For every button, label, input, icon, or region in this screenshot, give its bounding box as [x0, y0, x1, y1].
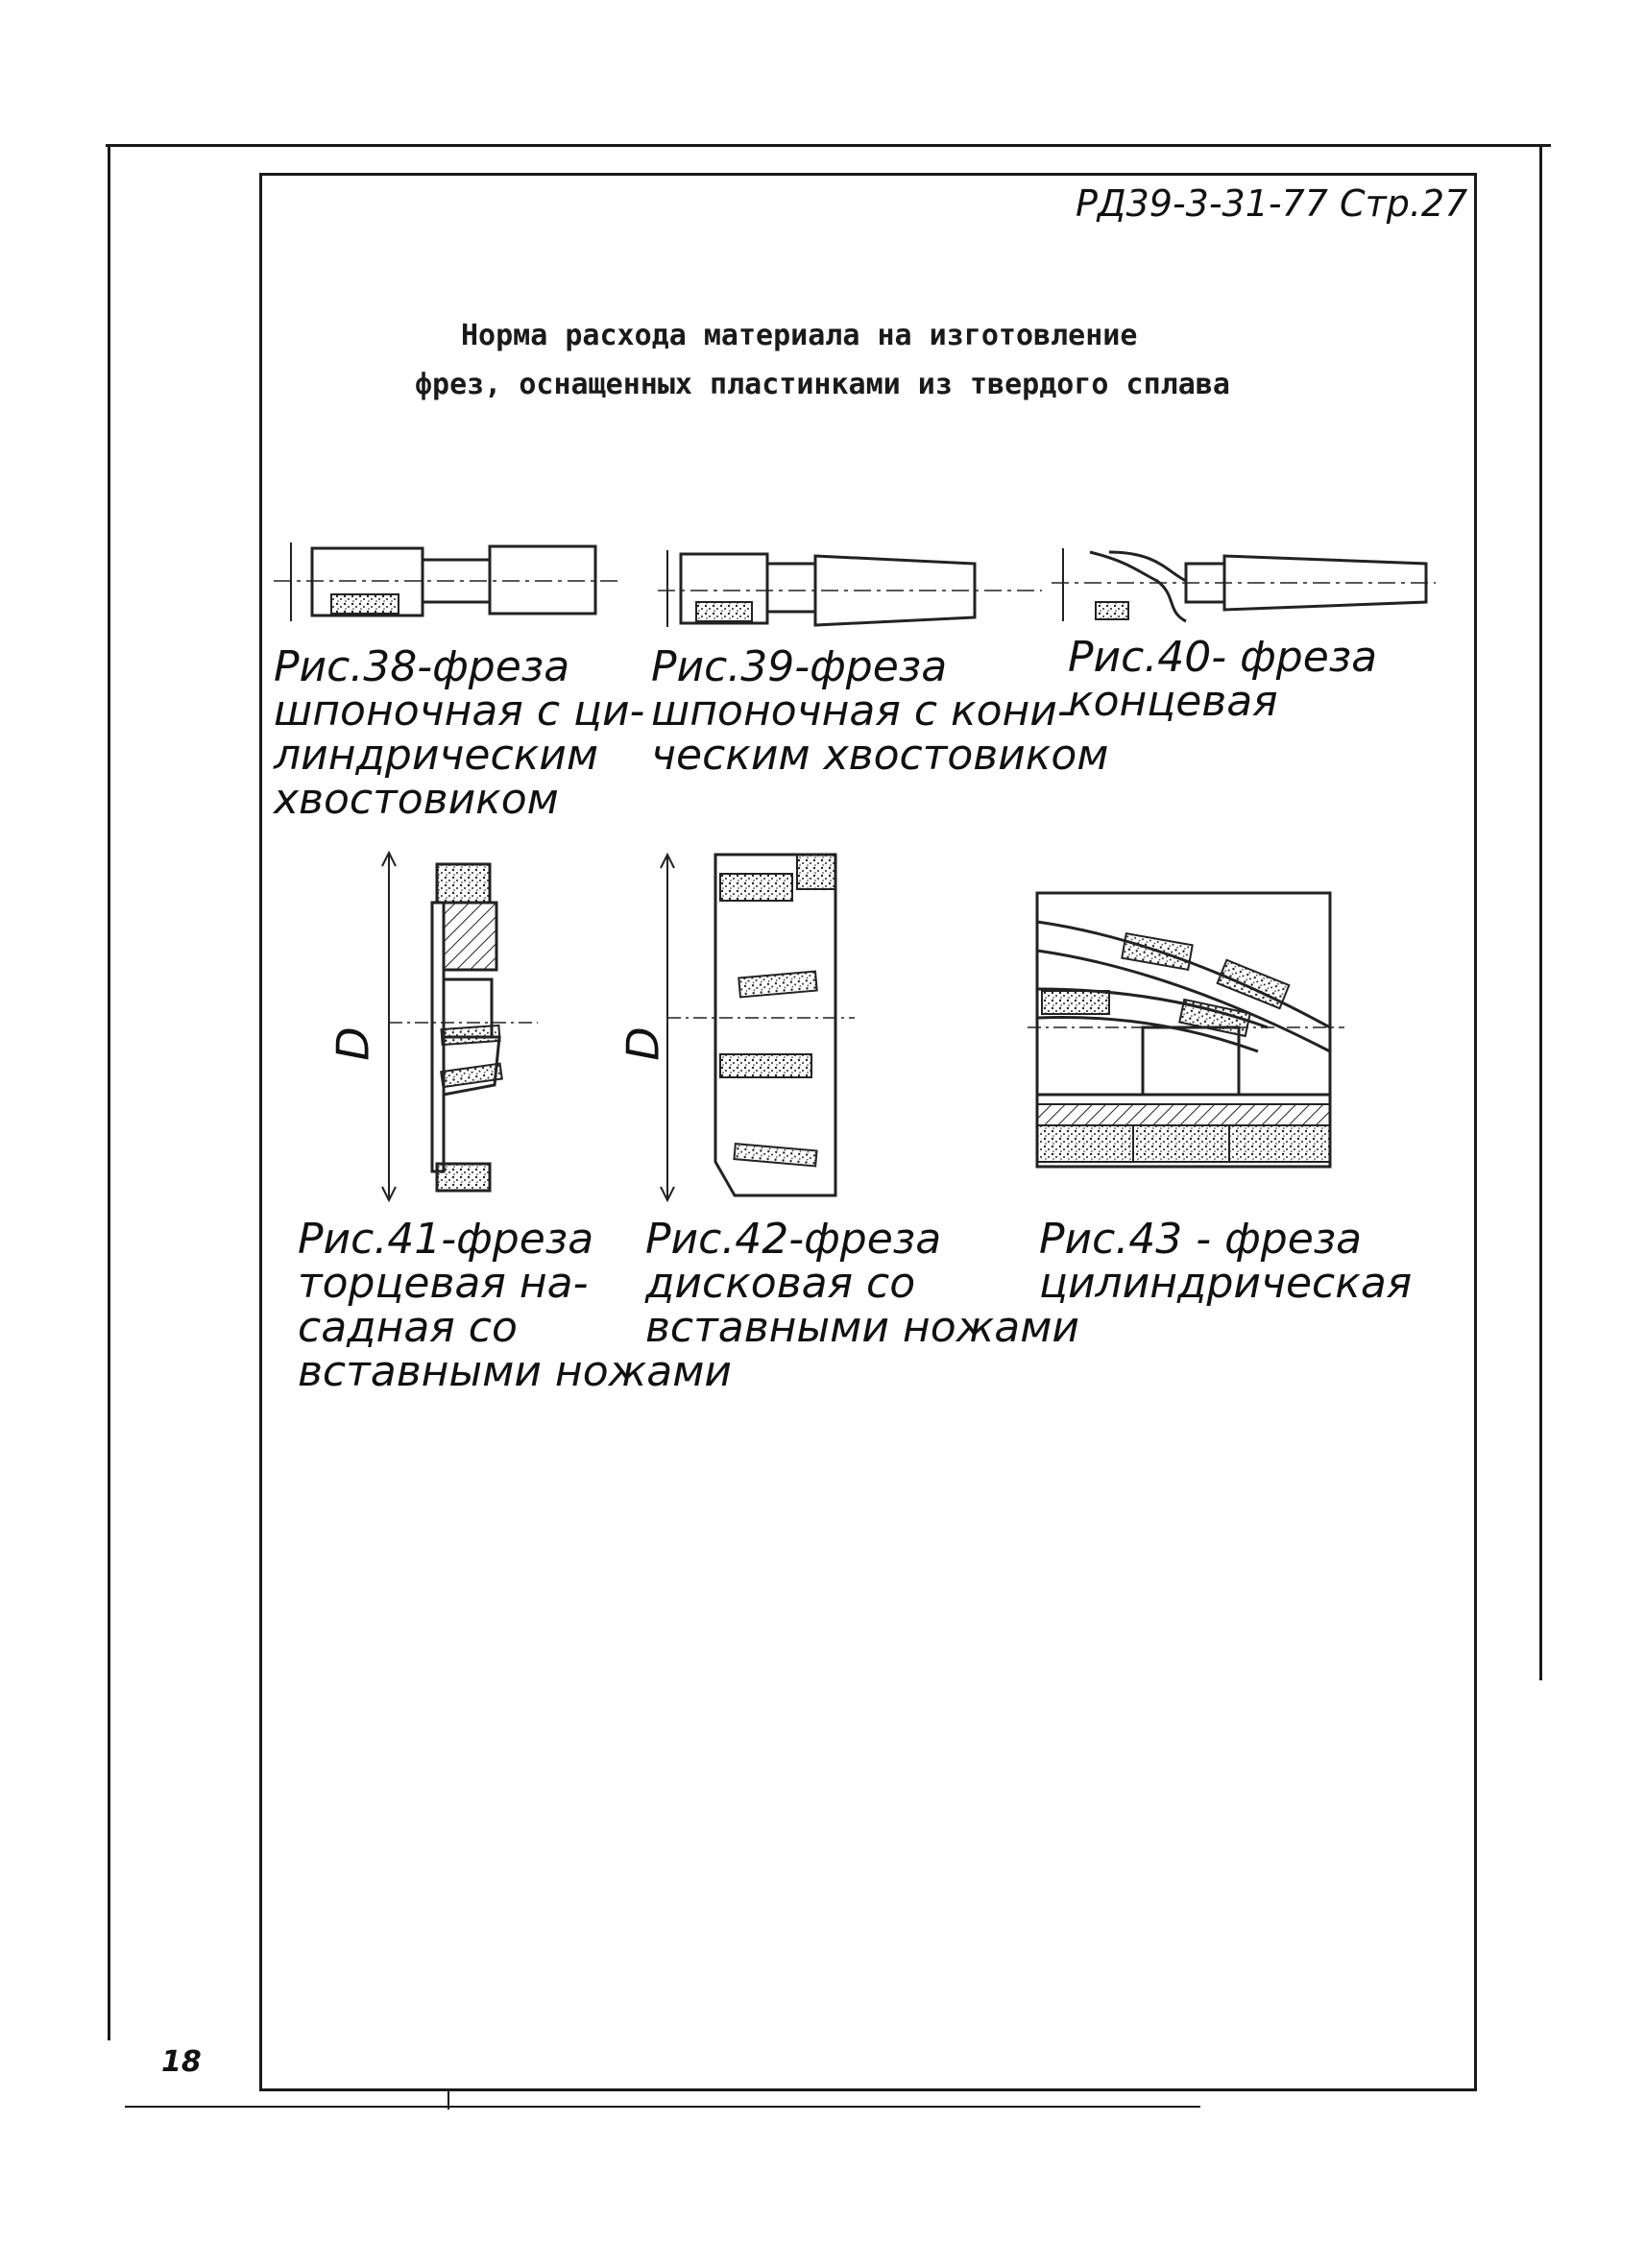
caption-line: хвостовиком [274, 775, 559, 824]
caption-line: вставными ножами [298, 1347, 733, 1396]
figure-38-drawing [274, 533, 619, 643]
figure-42-caption [645, 1215, 1080, 1352]
figure-41-dimension-label: D [327, 1026, 379, 1061]
page-title-line-2: фрез, оснащенных пластинками из твердого сплава [415, 368, 1230, 401]
caption-line: цилиндрическая [1039, 1259, 1413, 1308]
figure-42-dimension-label: D [617, 1026, 669, 1061]
caption-line: вставными ножами [645, 1303, 1080, 1352]
caption-line: ческим хвостовиком [651, 731, 1109, 780]
page-number: 18 [161, 2045, 202, 2079]
figure-42-drawing [643, 835, 874, 1210]
figure-40-caption [1068, 633, 1378, 726]
outer-right-border [1539, 144, 1542, 1680]
figure-39-drawing [658, 543, 1042, 648]
page-title-line-1: Норма расхода материала на изготовление [461, 319, 1138, 352]
caption-line: дисковая со [645, 1259, 916, 1308]
caption-line: торцевая на- [298, 1259, 589, 1308]
caption-line: Рис.42-фреза [645, 1215, 942, 1264]
caption-line: шпоночная с ци- [274, 687, 645, 736]
doc-reference: РД39-3-31-77 Стр.27 [1076, 182, 1468, 225]
figure-39-caption [651, 642, 1109, 780]
caption-line: шпоночная с кони- [651, 687, 1073, 736]
outer-left-border [108, 144, 110, 2040]
caption-line: Рис.43 - фреза [1039, 1215, 1363, 1264]
caption-line: Рис.40- фреза [1068, 633, 1378, 682]
caption-line: Рис.41-фреза [298, 1215, 594, 1264]
outer-bottom-border [125, 2106, 1200, 2108]
caption-line: Рис.38-фреза [274, 642, 570, 691]
figure-40-drawing [1052, 543, 1436, 639]
outer-top-border [106, 144, 1551, 147]
figure-43-drawing [1028, 883, 1344, 1171]
caption-line: Рис.39-фреза [651, 642, 948, 691]
bottom-tick [448, 2088, 449, 2110]
figure-43-caption [1039, 1215, 1413, 1308]
figure-38-caption [274, 642, 645, 824]
caption-line: концевая [1068, 677, 1278, 726]
caption-line: линдрическим [274, 731, 599, 780]
caption-line: садная со [298, 1303, 518, 1352]
